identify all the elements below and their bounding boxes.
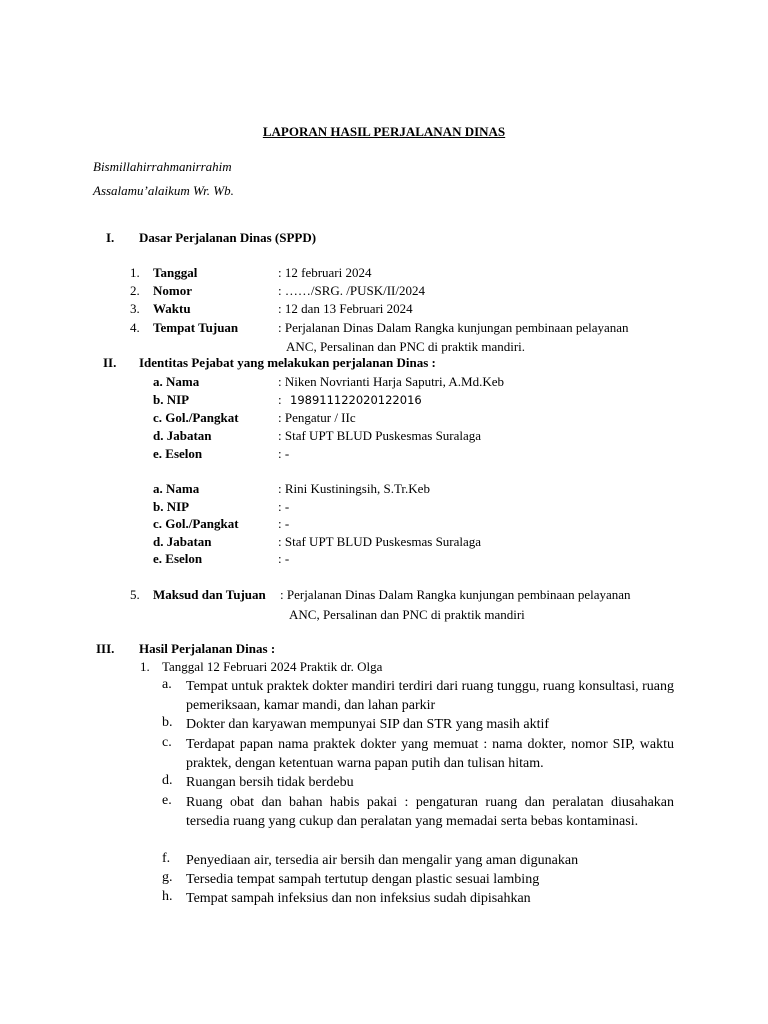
list-item-text: Ruangan bersih tidak berdebu [186,775,354,790]
person1-label-jabatan: d. Jabatan [153,428,212,443]
row-label-waktu: Waktu [153,301,191,316]
person2-value-jabatan: : Staf UPT BLUD Puskesmas Suralaga [278,534,482,549]
list-item-letter: a. [162,677,172,692]
person2-value-nama: : Rini Kustiningsih, S.Tr.Keb [278,481,430,496]
person1-value-jabatan: : Staf UPT BLUD Puskesmas Suralaga [278,428,482,443]
person2-value-nip: : - [278,499,290,514]
list-item-text: Ruang obat dan bahan habis pakai : pengaturan ruang dan peralatan diusahakan tersedia ruang yang cukup dan peralatan yang memadai serta bebas kontaminasi. [186,795,674,829]
list-item-letter: h. [162,889,173,904]
list-item-letter: d. [162,773,173,788]
greeting-salam: Assalamu’alaikum Wr. Wb. [93,183,234,198]
row-value-nomor: : ……/SRG. /PUSK/II/2024 [278,283,425,298]
section-3-heading: Hasil Perjalanan Dinas : [139,641,276,656]
list-item-letter: c. [162,735,172,750]
section-3-number: III. [96,641,115,656]
item-5-value-cont: ANC, Persalinan dan PNC di praktik mandiri [289,607,525,622]
list-item-letter: g. [162,870,173,885]
section-1-number: I. [106,230,115,245]
person1-value-eselon: : - [278,446,290,461]
row-label-tempat-tujuan: Tempat Tujuan [153,320,239,335]
item-5-label: Maksud dan Tujuan [153,587,266,602]
person1-label-eselon: e. Eselon [153,446,203,461]
list-item-letter: b. [162,715,173,730]
person2-label-nama: a. Nama [153,481,200,496]
person2-value-gol: : - [278,516,290,531]
person1-value-nama: : Niken Novrianti Harja Saputri, A.Md.Keb [278,374,505,389]
row-label-nomor: Nomor [153,283,192,298]
list-item-text: Dokter dan karyawan mempunyai SIP dan STR yang masih aktif [186,717,550,732]
row-number: 2. [130,283,140,298]
sub-item-heading: Tanggal 12 Februari 2024 Praktik dr. Olga [162,659,383,674]
person2-label-eselon: e. Eselon [153,551,203,566]
list-item-text: Terdapat papan nama praktek dokter yang memuat : nama dokter, nomor SIP, waktu praktek, dengan ketentuan warna papan putih dan tulisan hitam. [186,737,674,771]
person1-label-nip: b. NIP [153,392,190,407]
item-5-number: 5. [130,587,140,602]
row-value-tempat-tujuan: : Perjalanan Dinas Dalam Rangka kunjungan pembinaan pelayanan [278,320,629,335]
section-2-heading: Identitas Pejabat yang melakukan perjalanan Dinas : [139,355,436,370]
sub-item-number: 1. [140,659,150,674]
person1-label-gol: c. Gol./Pangkat [153,410,239,425]
document-title: LAPORAN HASIL PERJALANAN DINAS [262,124,506,139]
row-value-waktu: : 12 dan 13 Februari 2024 [278,301,413,316]
row-value-tempat-tujuan-cont: ANC, Persalinan dan PNC di praktik mandiri. [286,339,526,354]
list-item-text: Tempat untuk praktek dokter mandiri terdiri dari ruang tunggu, ruang konsultasi, ruang pemeriksaan, kamar mandi, dan lahan parkir [186,679,674,713]
row-number: 1. [130,265,140,280]
row-number: 4. [130,320,140,335]
item-5-value: : Perjalanan Dinas Dalam Rangka kunjungan pembinaan pelayanan [280,587,631,602]
greeting-bismillah: Bismillahirrahmanirrahim [93,159,232,174]
list-item-letter: e. [162,793,172,808]
section-1-heading: Dasar Perjalanan Dinas (SPPD) [139,230,317,245]
list-item-text: Tempat sampah infeksius dan non infeksius sudah dipisahkan [186,891,531,906]
section-2-number: II. [103,355,117,370]
person2-label-gol: c. Gol./Pangkat [153,516,239,531]
person1-value-nip: 198911122020122016 [290,393,422,407]
person1-nip-colon: : [278,392,282,407]
person2-label-nip: b. NIP [153,499,190,514]
list-item-letter: f. [162,851,171,866]
person1-label-nama: a. Nama [153,374,200,389]
person2-label-jabatan: d. Jabatan [153,534,212,549]
list-item-text: Tersedia tempat sampah tertutup dengan plastic sesuai lambing [186,872,540,887]
list-item-text: Penyediaan air, tersedia air bersih dan mengalir yang aman digunakan [186,853,579,868]
row-number: 3. [130,301,140,316]
person2-value-eselon: : - [278,551,290,566]
person1-value-gol: : Pengatur / IIc [278,410,356,425]
row-value-tanggal: : 12 februari 2024 [278,265,372,280]
row-label-tanggal: Tanggal [153,265,198,280]
